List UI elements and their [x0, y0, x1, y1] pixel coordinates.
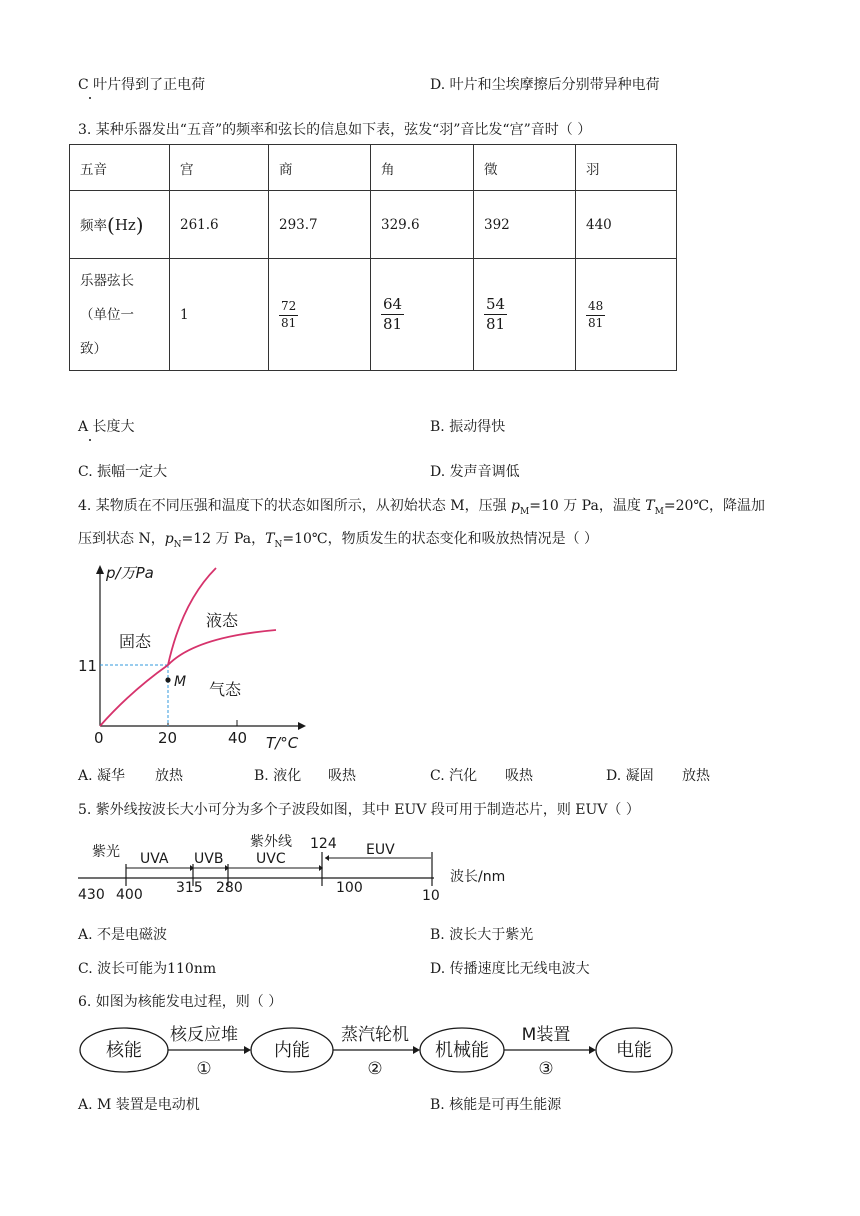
fraction: $\frac{64}{81}$ [383, 294, 403, 333]
q2-option-c: C 叶片得到了正电荷 [78, 77, 206, 93]
tick-label: 400 [116, 887, 143, 903]
q4-option-a-heat: 放热 [155, 768, 183, 784]
flow-step-label: 蒸汽轮机 [341, 1025, 409, 1045]
tick-label: 10 [422, 888, 440, 904]
y-tick-label: 11 [78, 657, 98, 675]
q5-option-c: C. 波长可能为110nm [78, 961, 217, 977]
table-cell: 440 [576, 191, 677, 259]
q4-option-c-label: C. 汽化 [430, 768, 478, 784]
flow-step-number: ③ [538, 1059, 554, 1079]
q3-option-c: C. 振幅一定大 [78, 464, 168, 480]
band-label: EUV [366, 842, 395, 858]
table-cell: 392 [474, 191, 576, 259]
uv-band-diagram [78, 830, 518, 910]
five-tones-table [69, 144, 677, 371]
tick-label: 100 [336, 880, 363, 896]
q4-option-b-heat: 吸热 [328, 768, 356, 784]
q5-option-b: B. 波长大于紫光 [430, 927, 534, 943]
table-cell: 1 [170, 259, 269, 371]
violet-light-label: 紫光 [92, 844, 120, 860]
q5-stem: 5. 紫外线按波长大小可分为多个子波段如图，其中 EUV 段可用于制造芯片，则 EUV（ ） [78, 802, 640, 818]
tick-label: 430 [78, 887, 105, 903]
q4-option-d-heat: 放热 [682, 768, 710, 784]
q6-option-b: B. 核能是可再生能源 [430, 1097, 562, 1113]
sublimation-curve [100, 665, 168, 726]
table-cell [371, 259, 474, 371]
table-cell: 293.7 [269, 191, 371, 259]
q3-option-d: D. 发声音调低 [430, 464, 520, 480]
phase-diagram [70, 562, 310, 754]
q4-option-c-heat: 吸热 [505, 768, 533, 784]
uv-label: 紫外线 [250, 834, 292, 850]
tick-label: 124 [310, 836, 337, 852]
point-m-label: M [174, 674, 187, 690]
tick-label: 315 [176, 880, 203, 896]
flow-node-label: 机械能 [435, 1040, 489, 1061]
table-cell: 329.6 [371, 191, 474, 259]
table-cell: 徵 [474, 145, 576, 191]
region-liquid-label: 液态 [206, 611, 239, 630]
flow-node-label: 核能 [106, 1040, 142, 1061]
point-m [165, 677, 170, 682]
q6-stem: 6. 如图为核能发电过程，则（ ） [78, 994, 283, 1010]
q5-option-d: D. 传播速度比无线电波大 [430, 961, 590, 977]
q2-option-d: D. 叶片和尘埃摩擦后分别带异种电荷 [430, 77, 660, 93]
x-axis-label: T/°C [266, 734, 299, 752]
q6-option-a: A. M 装置是电动机 [78, 1097, 200, 1113]
flow-step-label: M装置 [521, 1025, 571, 1045]
vaporization-curve [168, 630, 276, 665]
region-gas-label: 气态 [209, 680, 242, 699]
flow-node-label: 内能 [274, 1040, 310, 1061]
table-cell: 羽 [576, 145, 677, 191]
y-axis-label: p/万Pa [106, 564, 154, 582]
table-cell: 商 [269, 145, 371, 191]
q5-option-a: A. 不是电磁波 [78, 927, 168, 943]
band-label: UVB [194, 851, 224, 867]
tick-label: 280 [216, 880, 243, 896]
x-tick-label: 20 [158, 729, 178, 747]
fraction: $\frac{54}{81}$ [486, 294, 506, 333]
table-cell: 261.6 [170, 191, 269, 259]
emphasis-dot [89, 97, 91, 99]
flow-step-label: 核反应堆 [170, 1025, 238, 1045]
q4-option-a-label: A. 凝华 [78, 768, 126, 784]
axis-label: 波长/nm [450, 869, 506, 885]
table-cell [576, 259, 677, 371]
table-header-five-tones: 五音 [70, 145, 170, 191]
x-tick-label: 40 [228, 729, 248, 747]
table-cell [474, 259, 576, 371]
region-solid-label: 固态 [119, 632, 152, 651]
nuclear-power-flow-diagram [78, 1016, 678, 1086]
flow-step-number: ② [367, 1059, 383, 1079]
q4-stem-line1: 4. 某物质在不同压强和温度下的状态如图所示，从初始状态 M，压强 $p_M=10$ 万 Pa，温度 $T_M=20℃$，降温加 [78, 498, 766, 517]
q3-stem: 3. 某种乐器发出“五音”的频率和弦长的信息如下表，弦发“羽”音比发“宫”音时（ ） [78, 122, 592, 138]
q3-option-b: B. 振动得快 [430, 419, 506, 435]
table-header-frequency: 频率(Hz) [70, 191, 170, 259]
fraction: $\frac{48}{81}$ [588, 299, 604, 330]
q4-stem-line2: 压到状态 N，$p_N=12$ 万 Pa，$T_N=10℃$，物质发生的状态变化和吸放热情况是（ ） [78, 531, 599, 550]
flow-node-label: 电能 [616, 1040, 652, 1061]
q4-option-d-label: D. 凝固 [606, 768, 654, 784]
origin-label: 0 [94, 729, 104, 747]
table-cell: 角 [371, 145, 474, 191]
table-cell [269, 259, 371, 371]
table-cell: 宫 [170, 145, 269, 191]
table-header-string-length: 乐器弦长 （单位一 致） [70, 259, 170, 371]
band-label: UVC [256, 851, 286, 867]
q4-option-b-label: B. 液化 [254, 768, 302, 784]
emphasis-dot [89, 439, 91, 441]
band-label: UVA [140, 851, 169, 867]
q3-option-a: A 长度大 [78, 419, 135, 435]
fraction: $\frac{72}{81}$ [281, 299, 297, 330]
flow-step-number: ① [196, 1059, 212, 1079]
